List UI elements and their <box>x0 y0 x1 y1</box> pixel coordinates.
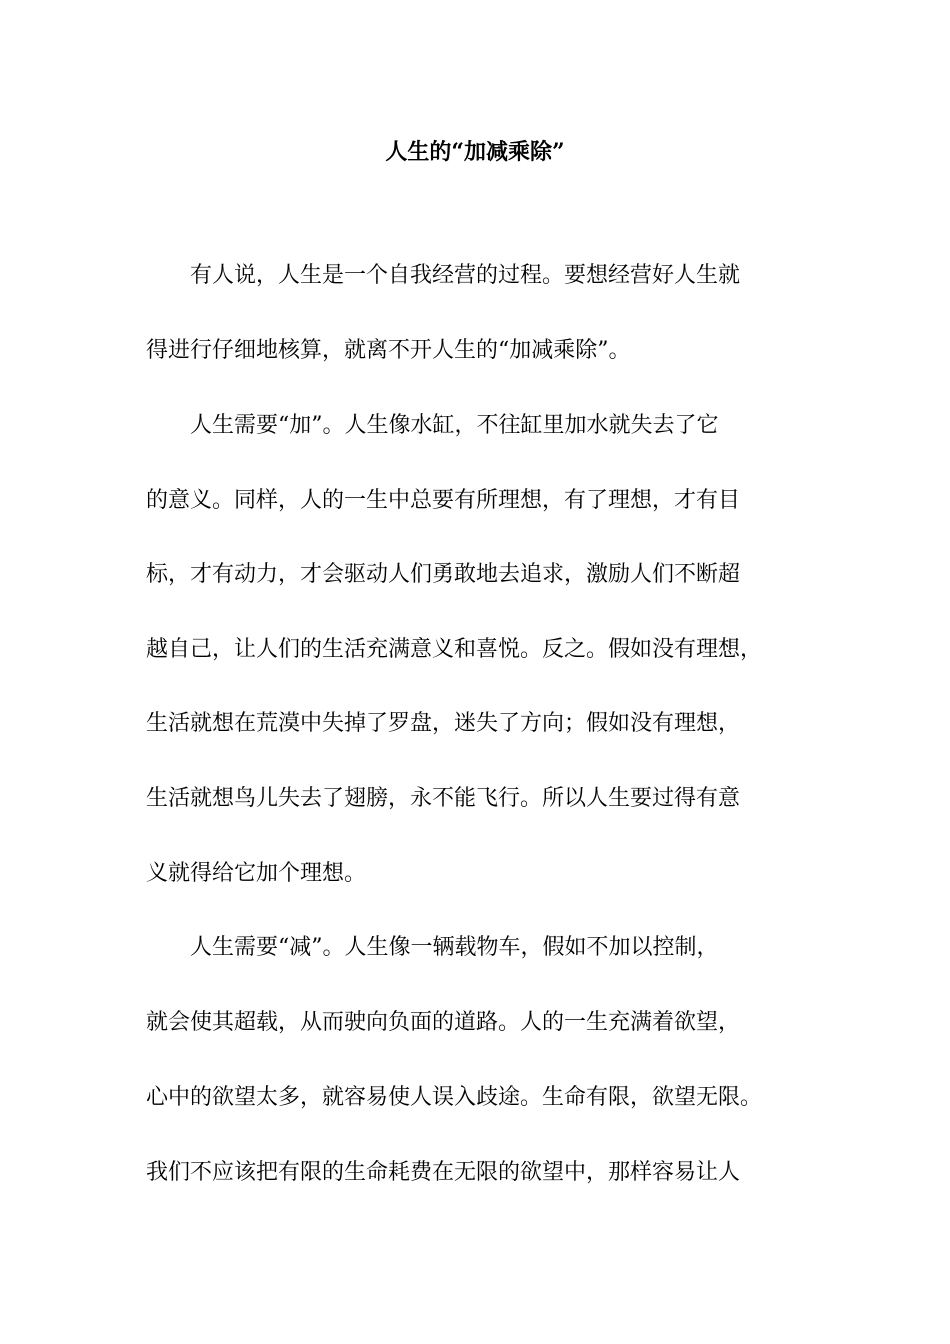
body-line: 生活就想鸟儿失去了翅膀，永不能飞行。所以人生要过得有意 <box>146 786 741 811</box>
body-line: 标，才有动力，才会驱动人们勇敢地去追求，激励人们不断超 <box>146 562 741 587</box>
body-line: 越自己，让人们的生活充满意义和喜悦。反之。假如没有理想， <box>146 637 763 662</box>
document-title: 人生的“加减乘除” <box>385 139 565 165</box>
body-line: 生活就想在荒漠中失掉了罗盘，迷失了方向；假如没有理想， <box>146 711 741 736</box>
body-line: 心中的欲望太多，就容易使人误入歧途。生命有限，欲望无限。 <box>146 1085 763 1110</box>
body-line: 人生需要“加”。人生像水缸，不往缸里加水就失去了它 <box>146 413 719 438</box>
body-line: 人生需要“减”。人生像一辆载物车，假如不加以控制， <box>146 935 719 960</box>
body-line: 有人说，人生是一个自我经营的过程。要想经营好人生就 <box>146 263 741 288</box>
body-line: 义就得给它加个理想。 <box>146 861 367 886</box>
body-line: 的意义。同样，人的一生中总要有所理想，有了理想，才有目 <box>146 488 741 513</box>
body-line: 得进行仔细地核算，就离不开人生的“加减乘除”。 <box>146 338 631 363</box>
body-line: 我们不应该把有限的生命耗费在无限的欲望中，那样容易让人 <box>146 1160 741 1185</box>
body-line: 就会使其超载，从而驶向负面的道路。人的一生充满着欲望， <box>146 1010 741 1035</box>
